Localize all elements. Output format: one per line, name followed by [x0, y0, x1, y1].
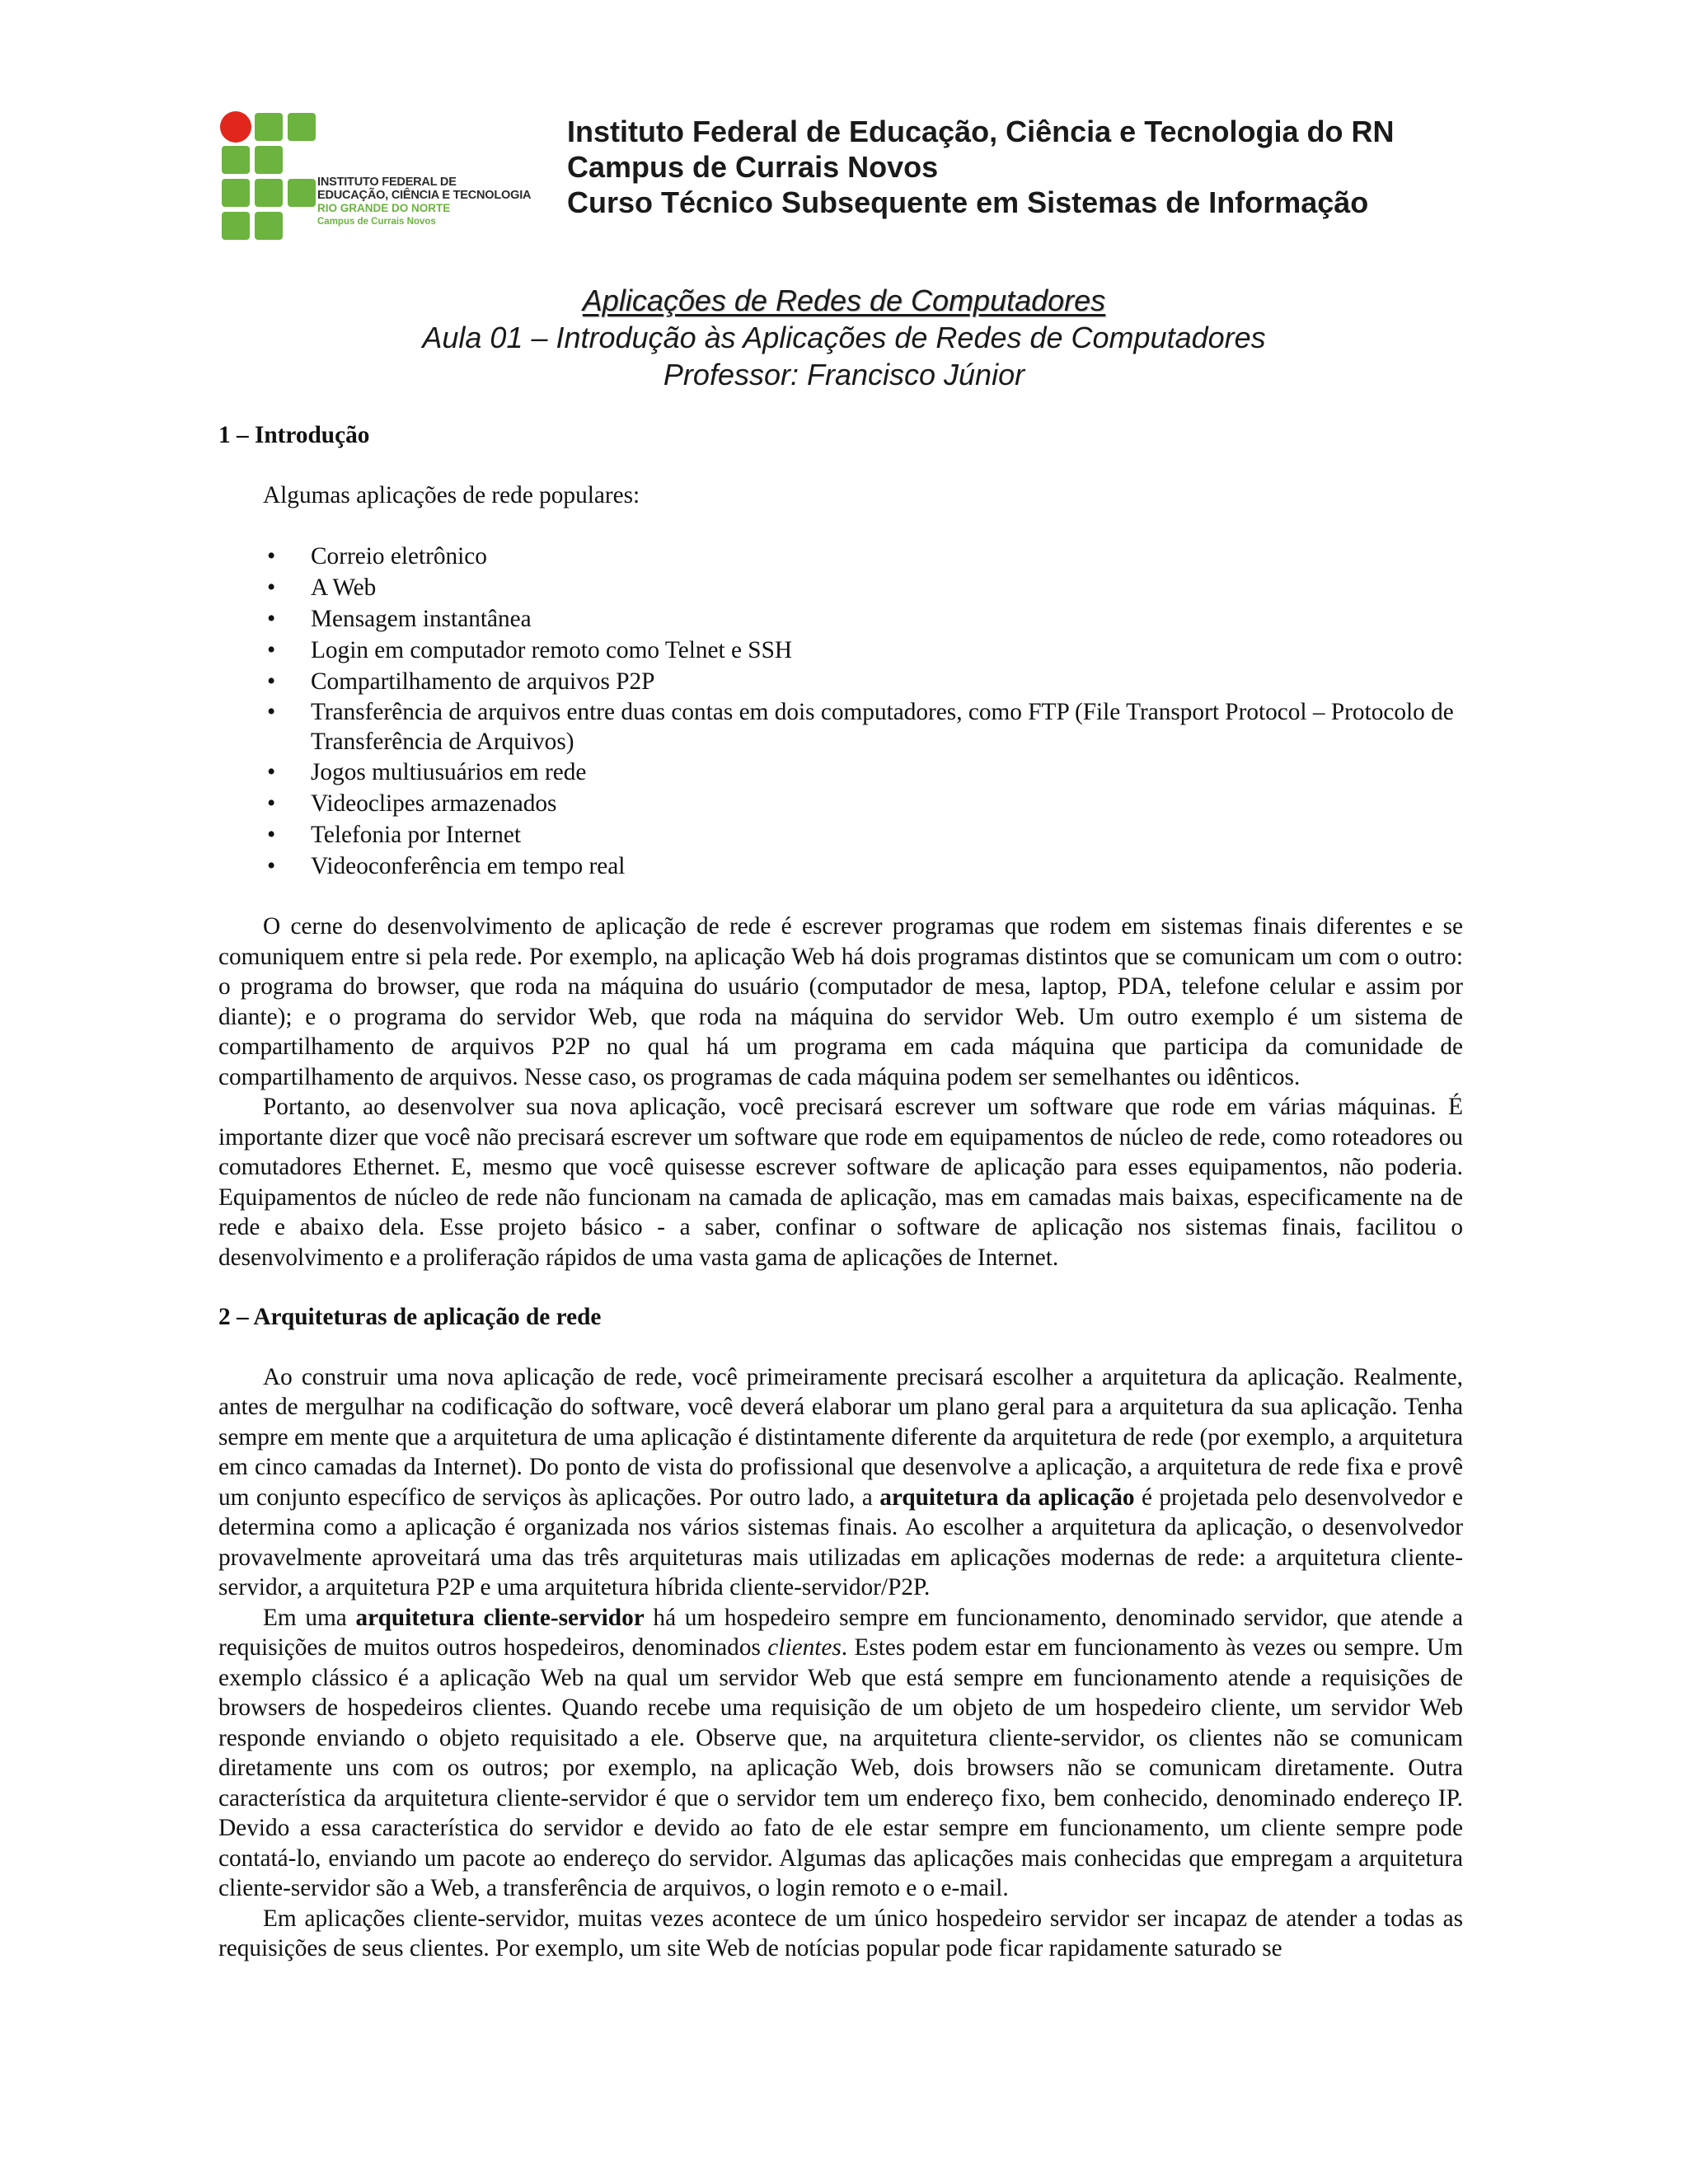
- subject-title: Aplicações de Redes de Computadores: [582, 284, 1106, 317]
- logo-text: [317, 176, 531, 228]
- list-item: • Mensagem instantânea: [311, 603, 1463, 635]
- list-item: • Compartilhamento de arquivos P2P: [311, 666, 1463, 697]
- list-item: • Jogos multiusuários em rede: [311, 757, 1463, 788]
- institution-name: Instituto Federal de Educação, Ciência e Tecnologia do RN: [567, 115, 1395, 148]
- logo-square: [222, 146, 250, 174]
- logo-line-3: RIO GRANDE DO NORTE: [317, 202, 451, 214]
- logo-square: [255, 212, 283, 240]
- course-name: Curso Técnico Subsequente em Sistemas de Informação: [567, 185, 1369, 219]
- section-2-paragraph-2: [218, 1603, 1463, 1904]
- logo-square: [255, 113, 283, 141]
- list-item: • Login em computador remoto como Telnet e SSH: [311, 635, 1463, 666]
- logo-square: [255, 146, 283, 174]
- section-1-paragraph-2: Portanto, ao desenvolver sua nova aplicação, você precisará escrever um software que rode em várias máquinas. É importante dizer que você não precisará escrever um software que rode em equipamentos de núcleo de rede, como roteadores ou comutadores Ethernet. E, mesmo que você quisesse escrever software de aplicação para esses equipamentos, não poderia. Equipamentos de núcleo de rede não funcionam na camada de aplicação, mas em camadas mais baixas, especificamente na de rede e abaixo dela. Esse projeto básico - a saber, confinar o software de aplicação nos sistemas finais, facilitou o desenvolvimento e a proliferação rápidos de uma vasta gama de aplicações de Internet.: [218, 1094, 1463, 1271]
- ifrn-logo: [218, 111, 548, 243]
- bold-term: arquitetura da aplicação: [879, 1483, 1135, 1511]
- professor-line: Professor: Francisco Júnior: [663, 358, 1025, 391]
- logo-square: [255, 179, 283, 207]
- text-run: . Estes podem estar em funcionamento às vezes ou sempre. Um exemplo clássico é a aplicação Web na qual um servidor Web que está sempre em funcionamento atende a requisições de browsers de hospedeiros clientes. Quando recebe uma requisição de um objeto de um hospedeiro cliente, um servidor Web responde enviando o objeto requisitado a ele. Observe que, na arquitetura cliente-servidor, os clientes não se comunicam diretamente uns com os outros; por exemplo, na aplicação Web, dois browsers não se comunicam diretamente. Outra característica da arquitetura cliente-servidor é que o servidor tem um endereço fixo, bem conhecido, denominado endereço IP. Devido a essa característica do servidor e devido ao fato de ele estar sempre em funcionamento, um cliente sempre pode contatá-lo, enviando um pacote ao endereço do servidor. Algumas das aplicações mais conhecidas que empregam a arquitetura cliente-servidor são a Web, a transferência de arquivos, o login remoto e o e-mail.: [218, 1634, 1463, 1901]
- bold-term: arquitetura cliente-servidor: [355, 1604, 645, 1631]
- spacer: [218, 1272, 1463, 1302]
- text-run: Ao construir uma nova aplicação de rede, você primeiramente precisará escolher a arquitetura da aplicação. Realmente, antes de mergulhar na codificação do software, você deverá elaborar um plano geral para a arquitetura da sua aplicação. Tenha sempre em mente que a arquitetura de uma aplicação é distintamente diferente da arquitetura de rede (por exemplo, a arquitetura em cinco camadas da Internet). Do ponto de vista do profissional que desenvolve a aplicação, a arquitetura de rede fixa e provê um conjunto específico de serviços às aplicações. Por outro lado, a: [218, 1363, 1463, 1511]
- institution-header: [567, 114, 1395, 220]
- section-1-paragraph-1: O cerne do desenvolvimento de aplicação de rede é escrever programas que rodem em sistemas finais diferentes e se comuniquem entre si pela rede. Por exemplo, na aplicação Web há dois programas distintos que se comunicam um com o outro: o programa do browser, que roda na máquina do usuário (computador de mesa, laptop, PDA, telefone celular e assim por diante); e o programa do servidor Web, que roda na máquina do servidor Web. Um outro exemplo é um sistema de compartilhamento de arquivos P2P no qual há um programa em cada máquina que participa da comunidade de compartilhamento de arquivos. Nesse caso, os programas de cada máquina podem ser semelhantes ou idênticos.: [218, 913, 1463, 1090]
- logo-square: [222, 179, 250, 207]
- list-item: • Videoconferência em tempo real: [311, 851, 1463, 882]
- apps-list: [218, 541, 1463, 882]
- logo-line-1: INSTITUTO FEDERAL DE: [317, 176, 457, 189]
- logo-red-dot: [220, 111, 251, 143]
- apps-intro: Algumas aplicações de rede populares:: [263, 481, 640, 509]
- list-item: • Correio eletrônico: [311, 541, 1463, 572]
- section-2-paragraph-1: [218, 1362, 1463, 1603]
- section-2-heading: 2 – Arquiteturas de aplicação de rede: [218, 1304, 602, 1330]
- lesson-titles: [0, 282, 1688, 393]
- text-run: há um hospedeiro sempre em funcionamento, denominado servidor, que atende a requisições de muitos outros hospedeiros, denominados: [218, 1604, 1464, 1661]
- text-run: Em uma: [263, 1604, 347, 1631]
- italic-term: clientes: [767, 1634, 842, 1661]
- campus-name: Campus de Currais Novos: [567, 150, 939, 184]
- list-item: • Telefonia por Internet: [311, 819, 1463, 851]
- logo-square: [222, 212, 250, 240]
- document-body: [218, 420, 1463, 1964]
- logo-line-4: Campus de Currais Novos: [317, 217, 436, 227]
- list-item: • Videoclipes armazenados: [311, 788, 1463, 819]
- logo-line-2: EDUCAÇÃO, CIÊNCIA E TECNOLOGIA: [317, 189, 532, 202]
- list-item: • Transferência de arquivos entre duas contas em dois computadores, como FTP (File Transport Protocol – Protocolo de Transferência de Arquivos): [311, 697, 1463, 757]
- text-run: é projetada pelo desenvolvedor e determina como a aplicação é organizada nos vários sistemas finais. Ao escolher a arquitetura da aplicação, o desenvolvedor provavelmente aproveitará uma das três arquiteturas mais utilizadas em aplicações modernas de rede: a arquitetura cliente-servidor, a arquitetura P2P e uma arquitetura híbrida cliente-servidor/P2P.: [218, 1483, 1463, 1601]
- logo-square: [288, 179, 316, 207]
- lesson-title: Aula 01 – Introdução às Aplicações de Redes de Computadores: [422, 321, 1266, 354]
- logo-square: [288, 113, 316, 141]
- section-1-heading: 1 – Introdução: [218, 422, 370, 448]
- section-2-paragraph-3: Em aplicações cliente-servidor, muitas vezes acontece de um único hospedeiro servidor ser incapaz de atender a todas as requisições de seus clientes. Por exemplo, um site Web de notícias popular pode ficar rapidamente saturado se: [218, 1905, 1463, 1961]
- list-item: • A Web: [311, 572, 1463, 603]
